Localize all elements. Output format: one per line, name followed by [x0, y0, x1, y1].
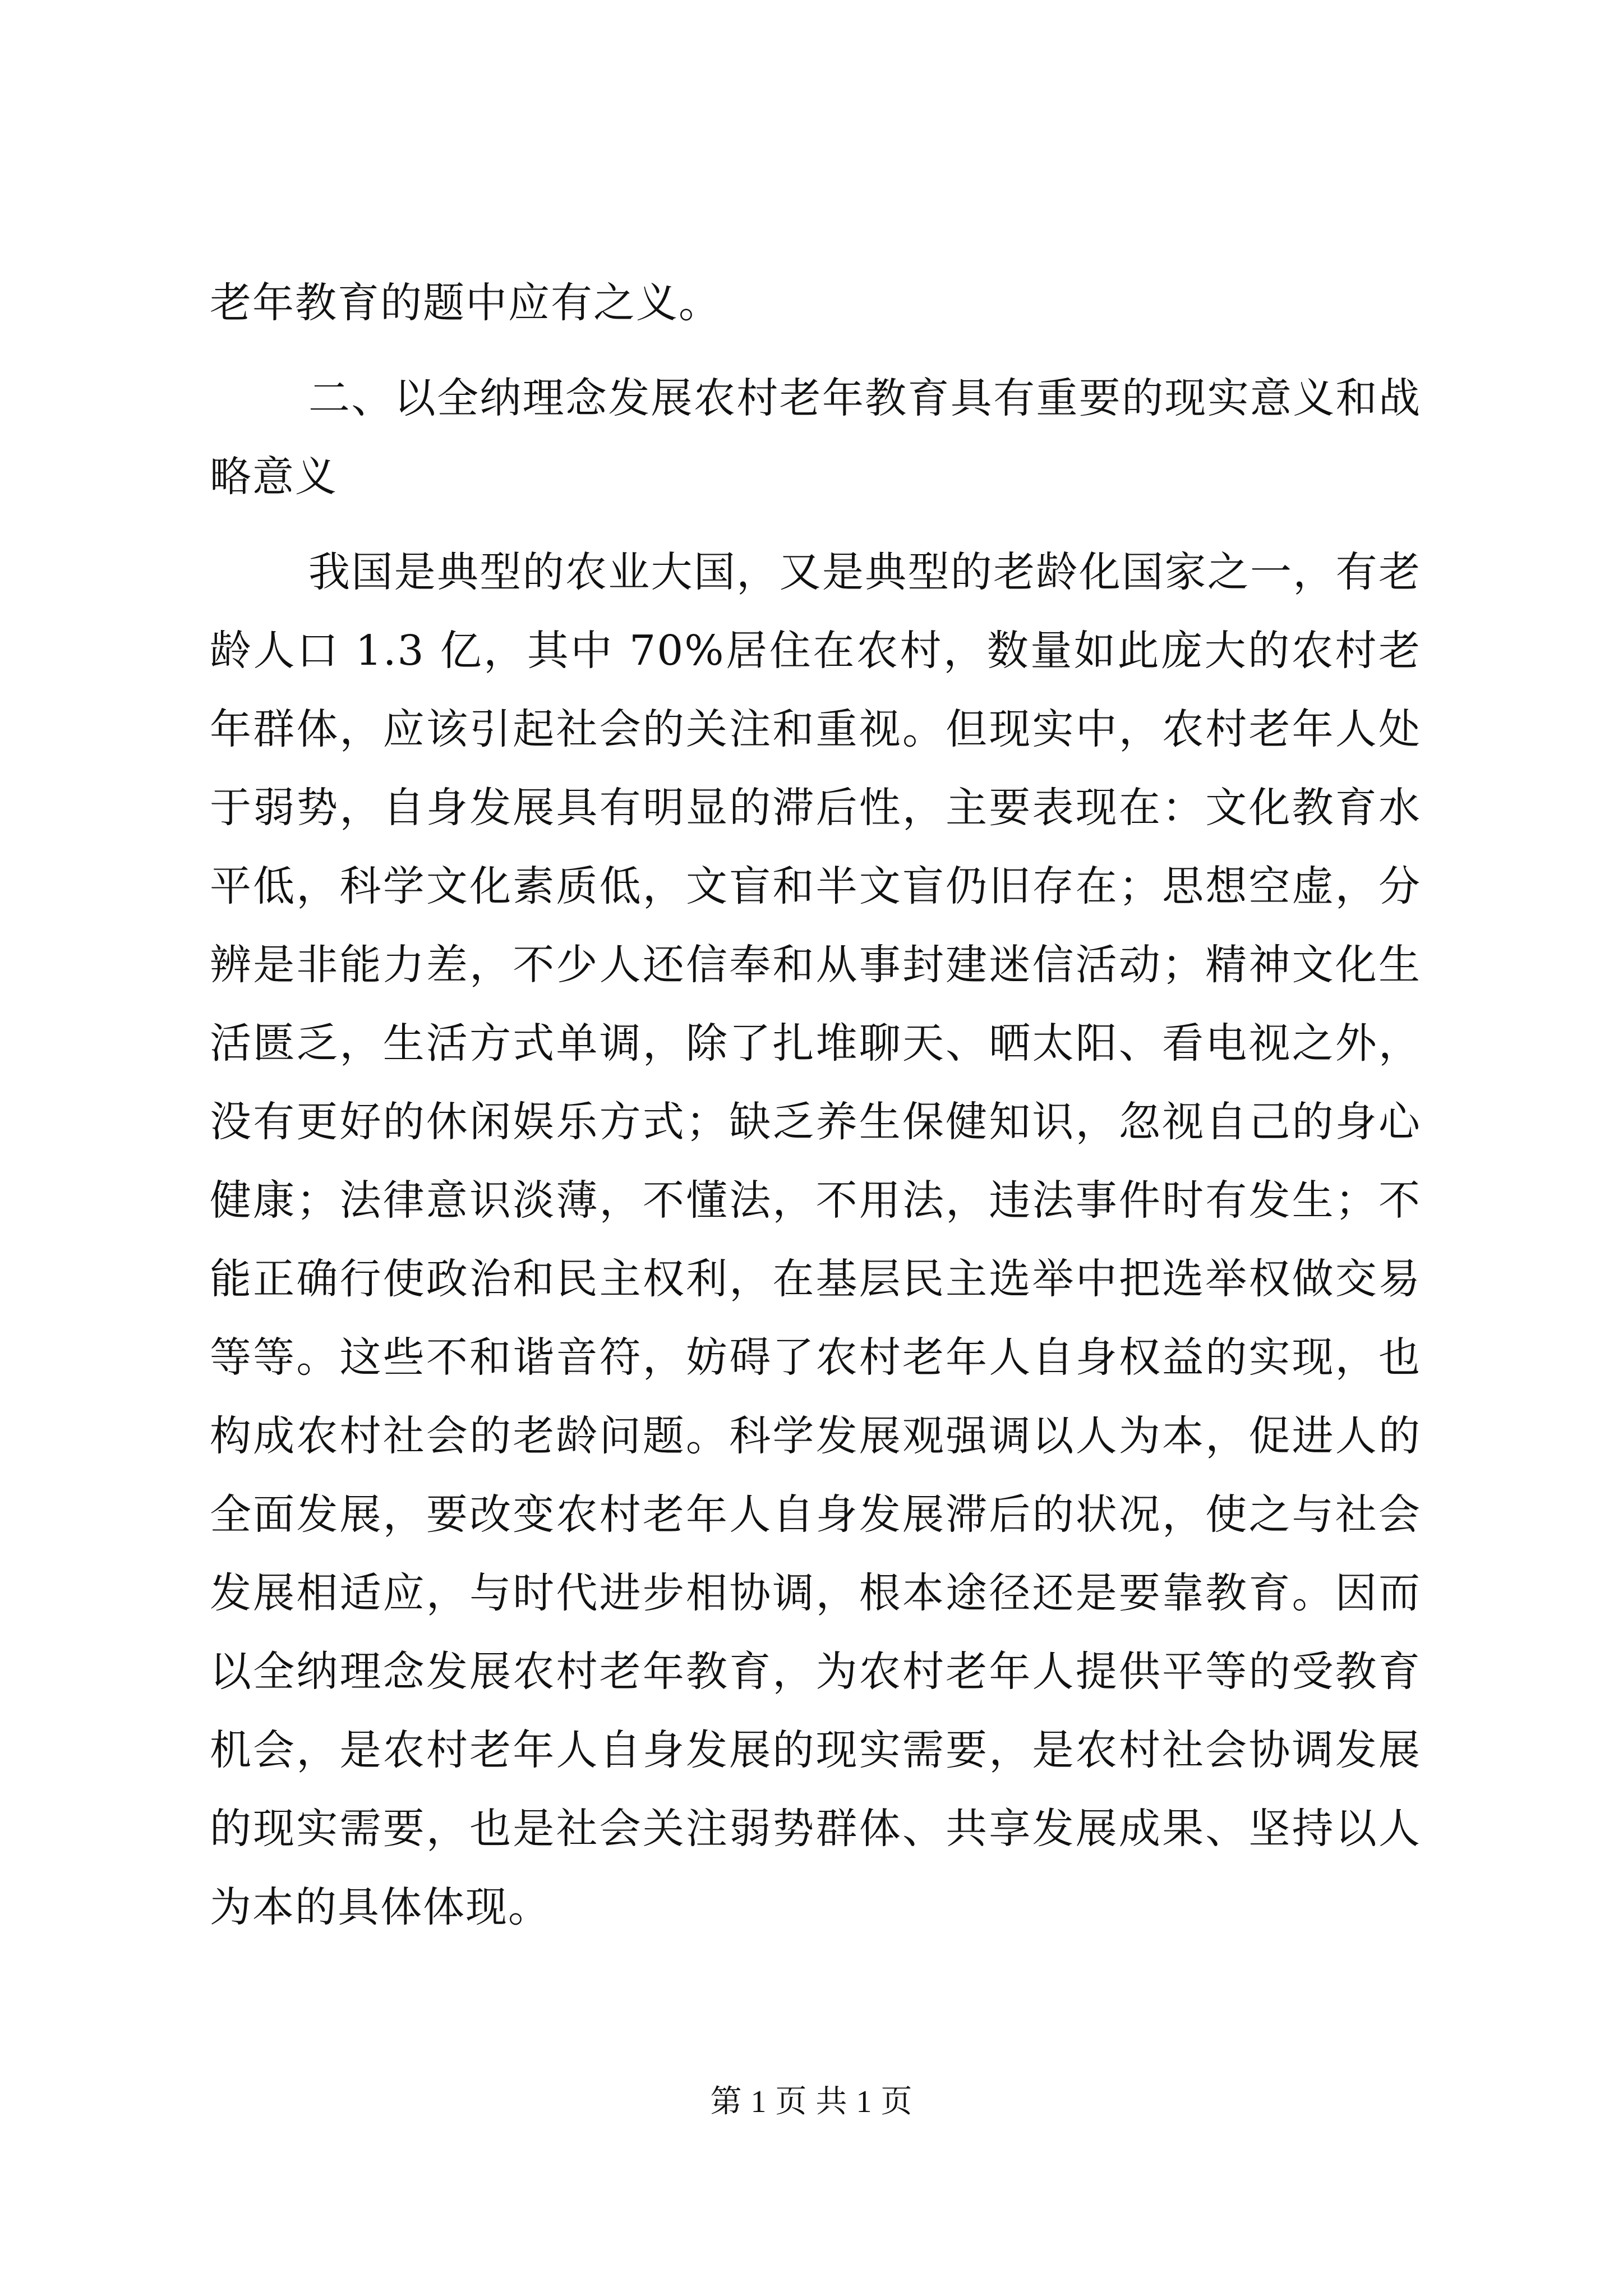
paragraph-line: 没有更好的休闲娱乐方式；缺乏养生保健知识，忽视自己的身心 — [210, 1098, 1421, 1146]
paragraph-line: 等等。这些不和谐音符，妨碍了农村老年人自身权益的实现，也 — [210, 1333, 1421, 1382]
document-body — [210, 264, 1421, 1947]
paragraph-line: 全面发展，要改变农村老年人自身发展滞后的状况，使之与社会 — [210, 1490, 1421, 1539]
paragraph-line: 构成农村社会的老龄问题。科学发展观强调以人为本，促进人的 — [210, 1412, 1421, 1460]
paragraph-line: 机会，是农村老年人自身发展的现实需要，是农村社会协调发展 — [210, 1726, 1421, 1774]
paragraph-line: 能正确行使政治和民主权利，在基层民主选举中把选举权做交易 — [210, 1255, 1421, 1303]
paragraph-line: 我国是典型的农业大国，又是典型的老龄化国家之一，有老 — [308, 548, 1421, 596]
paragraph-line: 活匮乏，生活方式单调，除了扎堆聊天、晒太阳、看电视之外， — [210, 1019, 1421, 1068]
paragraph-line: 年群体，应该引起社会的关注和重视。但现实中，农村老年人处 — [210, 705, 1421, 753]
paragraph-line: 的现实需要，也是社会关注弱势群体、共享发展成果、坚持以人 — [210, 1805, 1421, 1853]
paragraph-line: 发展相适应，与时代进步相协调，根本途径还是要靠教育。因而 — [210, 1569, 1421, 1617]
paragraph-line: 平低，科学文化素质低，文盲和半文盲仍旧存在；思想空虚，分 — [210, 862, 1421, 910]
section-heading-line: 略意义 — [210, 453, 338, 501]
section-heading-line: 二、以全纳理念发展农村老年教育具有重要的现实意义和战 — [308, 374, 1421, 422]
paragraph-line: 辨是非能力差，不少人还信奉和从事封建迷信活动；精神文化生 — [210, 941, 1421, 989]
paragraph-line: 以全纳理念发展农村老年教育，为农村老年人提供平等的受教育 — [210, 1648, 1421, 1696]
paragraph-gap — [210, 516, 1421, 533]
paragraph-gap — [210, 342, 1421, 359]
paragraph-line: 龄人口 1.3 亿，其中 70%居住在农村，数量如此庞大的农村老 — [210, 627, 1421, 675]
paragraph-line: 于弱势，自身发展具有明显的滞后性，主要表现在：文化教育水 — [210, 784, 1421, 832]
paragraph-line: 老年教育的题中应有之义。 — [210, 279, 721, 327]
paragraph-line: 为本的具体体现。 — [210, 1883, 551, 1931]
paragraph-line: 健康；法律意识淡薄，不懂法，不用法，违法事件时有发生；不 — [210, 1176, 1421, 1225]
page-number-footer: 第 1 页 共 1 页 — [710, 2085, 913, 2119]
